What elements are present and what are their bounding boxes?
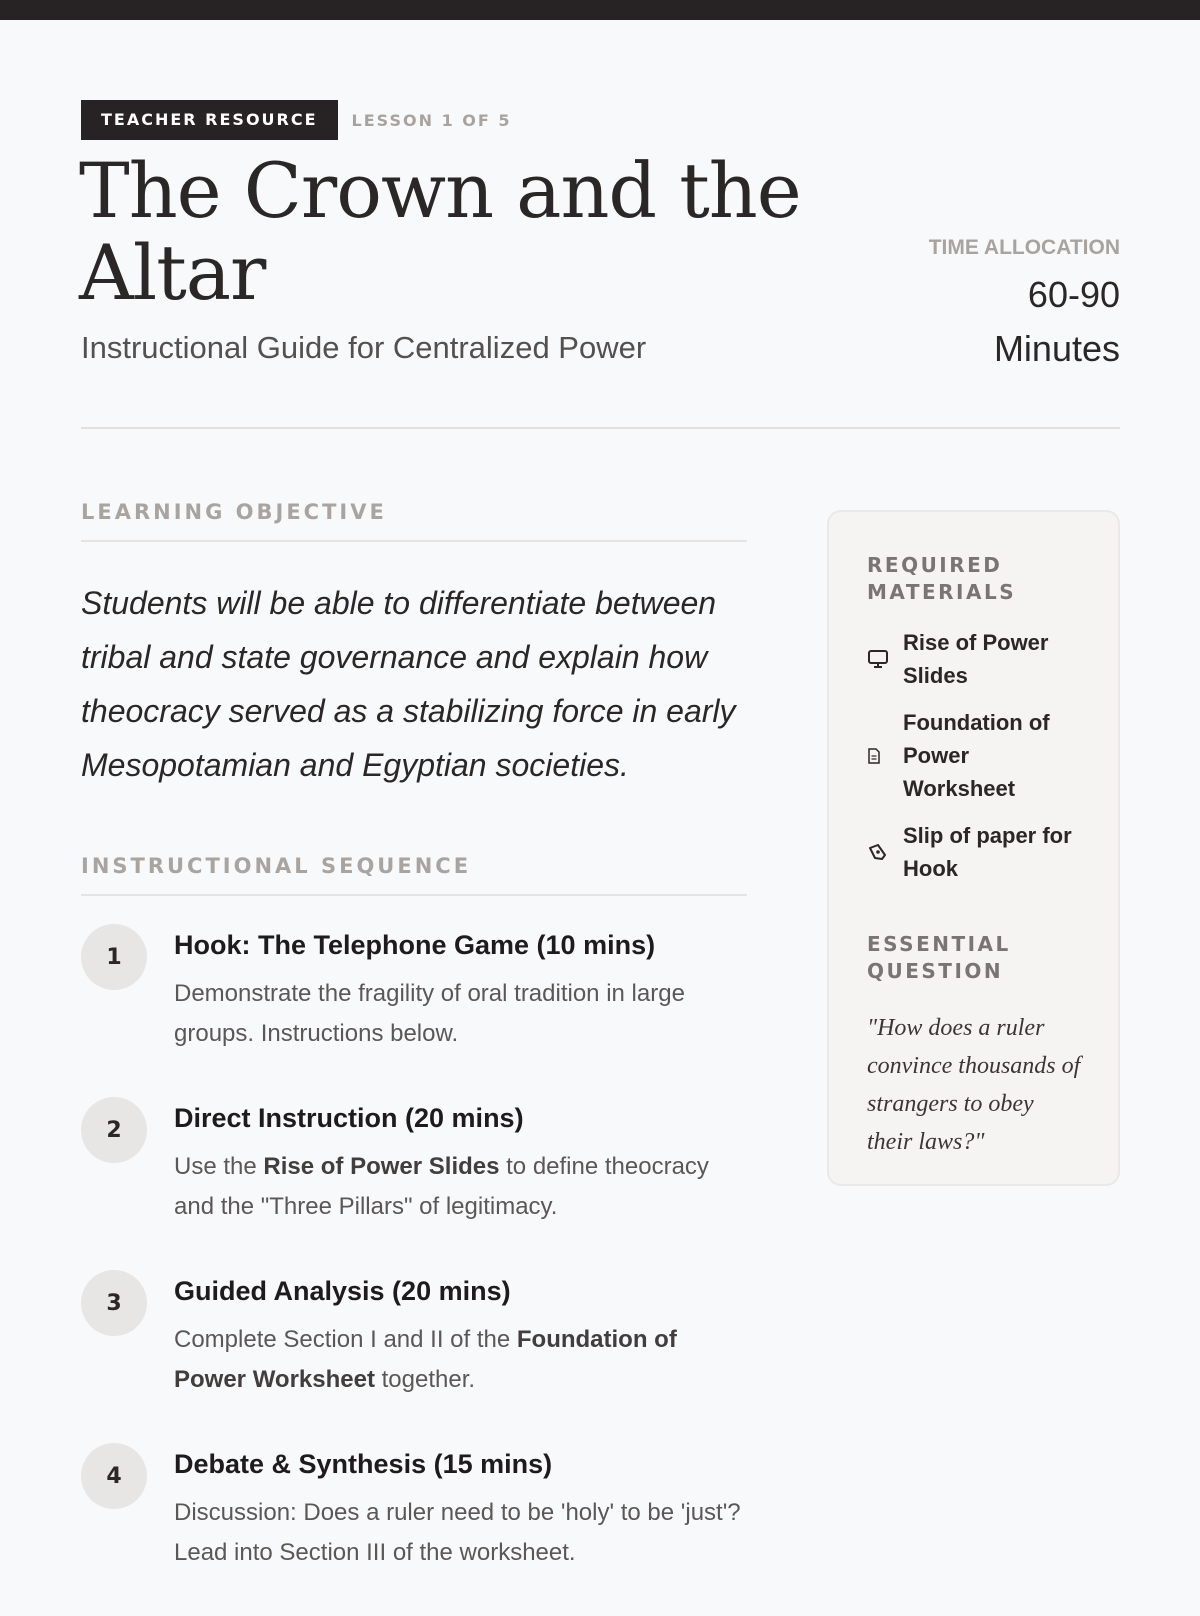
step-title: Debate & Synthesis (15 mins) bbox=[174, 1449, 553, 1479]
step-title: Hook: The Telephone Game (10 mins) bbox=[174, 930, 656, 960]
step-item bbox=[81, 1097, 747, 1270]
step-item bbox=[81, 924, 747, 1097]
description-text: to define theocracy and the "Three Pillars" of legitimacy. bbox=[174, 1153, 709, 1220]
step-number: 4 bbox=[81, 1443, 147, 1509]
step-body bbox=[174, 1270, 747, 1400]
description-text: Complete Section I and II of the bbox=[174, 1326, 517, 1353]
lesson-indicator: LESSON 1 OF 5 bbox=[351, 110, 512, 130]
header-divider bbox=[81, 427, 1120, 429]
required-materials-heading: REQUIRED MATERIALS bbox=[867, 553, 1017, 604]
description-text: together. bbox=[374, 1366, 476, 1393]
instructional-sequence-heading: INSTRUCTIONAL SEQUENCE bbox=[81, 854, 747, 896]
material-label: Slip of paper for Hook bbox=[903, 823, 1072, 881]
step-body bbox=[174, 1443, 747, 1573]
step-body bbox=[174, 1097, 747, 1227]
step-number: 1 bbox=[81, 924, 147, 990]
step-body bbox=[174, 924, 747, 1054]
material-label: Rise of Power Slides bbox=[903, 630, 1049, 688]
step-list bbox=[81, 924, 747, 1616]
learning-objective-heading: LEARNING OBJECTIVE bbox=[81, 500, 747, 542]
description-text: Demonstrate the fragility of oral tradition in large groups. Instructions below. bbox=[174, 980, 685, 1047]
time-allocation-value: 60-90 Minutes bbox=[993, 274, 1120, 369]
time-allocation bbox=[929, 236, 1120, 376]
material-reference: Rise of Power Slides bbox=[263, 1153, 500, 1180]
main-column bbox=[81, 500, 747, 1616]
step-description bbox=[174, 1320, 747, 1400]
header-tags bbox=[81, 100, 512, 140]
page-subtitle: Instructional Guide for Centralized Power bbox=[81, 330, 647, 365]
material-item bbox=[867, 706, 1080, 805]
step-number: 2 bbox=[81, 1097, 147, 1163]
essential-question-text: "How does a ruler convince thousands of strangers to obey their laws?" bbox=[867, 1015, 1081, 1155]
step-item bbox=[81, 1443, 747, 1616]
description-text: Discussion: Does a ruler need to be 'holy' to be 'just'? Lead into Section III of the worksheet. bbox=[174, 1499, 741, 1566]
resource-badge: TEACHER RESOURCE bbox=[81, 100, 338, 140]
step-title: Guided Analysis (20 mins) bbox=[174, 1276, 511, 1306]
top-bar bbox=[0, 0, 1200, 20]
material-reference: Foundation of Power Worksheet bbox=[174, 1326, 677, 1393]
presentation-icon bbox=[867, 645, 895, 673]
material-item bbox=[867, 819, 1080, 885]
learning-objective-text: Students will be able to differentiate between tribal and state governance and explain how theocracy served as a stabilizing force in early Mesopotamian and Egyptian societies. bbox=[81, 585, 736, 783]
materials-list bbox=[867, 626, 1080, 885]
document-icon bbox=[867, 742, 895, 770]
step-description bbox=[174, 974, 747, 1054]
step-description bbox=[174, 1147, 747, 1227]
step-number: 3 bbox=[81, 1270, 147, 1336]
time-allocation-label: TIME ALLOCATION bbox=[928, 236, 1120, 259]
material-label: Foundation of Power Worksheet bbox=[903, 710, 1050, 801]
step-item bbox=[81, 1270, 747, 1443]
page-title: The Crown and the Altar bbox=[79, 146, 801, 317]
pen-icon bbox=[867, 838, 895, 866]
description-text: Use the bbox=[174, 1153, 264, 1180]
essential-question-heading: ESSENTIAL QUESTION bbox=[867, 932, 1011, 983]
step-description bbox=[174, 1493, 747, 1573]
material-item bbox=[867, 626, 1080, 692]
step-title: Direct Instruction (20 mins) bbox=[174, 1103, 524, 1133]
sidebar-panel bbox=[827, 510, 1120, 1186]
